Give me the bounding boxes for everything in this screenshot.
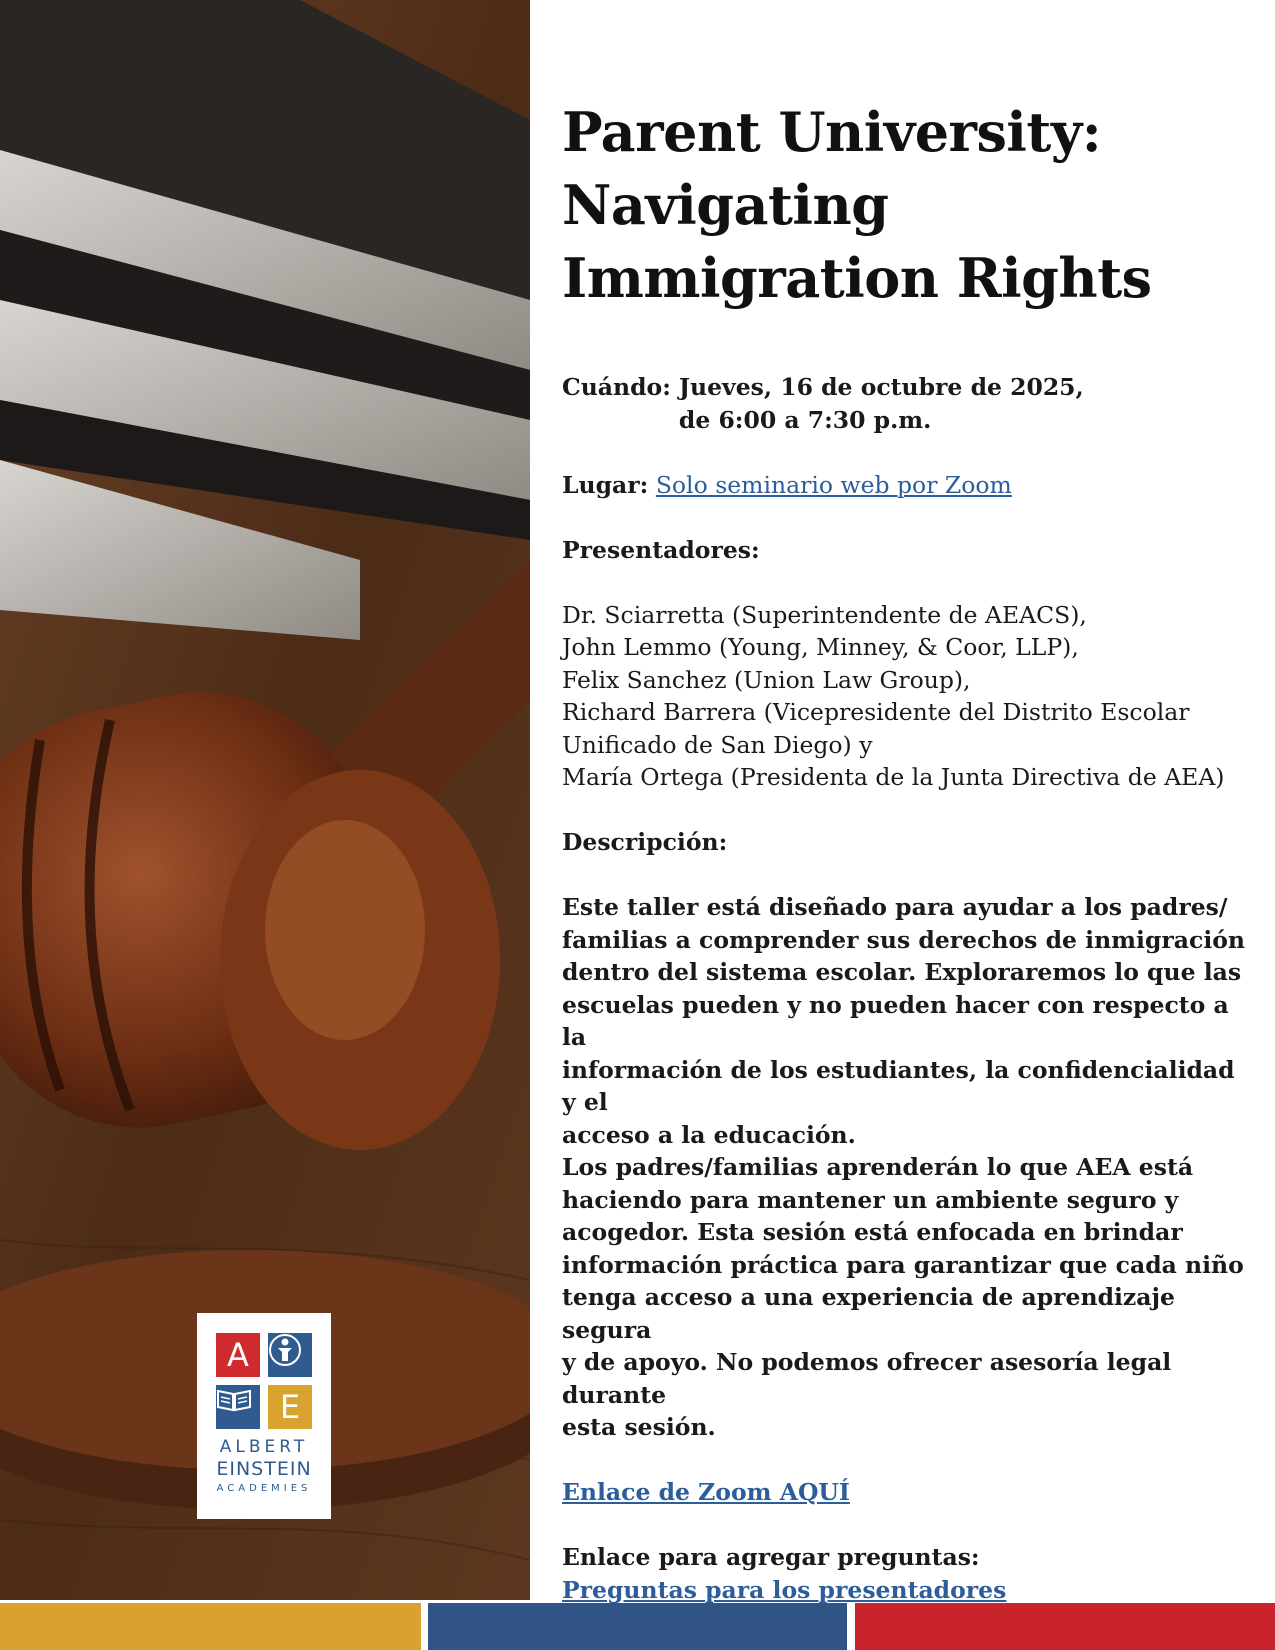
footer-bar-red — [855, 1603, 1275, 1650]
albert-einstein-academies-logo — [197, 1313, 331, 1519]
description-line: tenga acceso a una experiencia de aprendizaje segura — [562, 1283, 1175, 1344]
globe-person-icon — [268, 1333, 312, 1377]
logo-einstein: EINSTEIN — [216, 1458, 312, 1480]
title-line: Immigration Rights — [562, 246, 1152, 310]
description-line: haciendo para mantener un ambiente seguro y — [562, 1185, 1179, 1214]
presenters-label: Presentadores: — [562, 535, 760, 564]
logo-tile-e — [268, 1385, 312, 1429]
description-text — [562, 891, 1252, 1444]
description-line: escuelas pueden y no pueden hacer con respecto a la — [562, 990, 1229, 1051]
page-title — [562, 96, 1252, 315]
description-line: Este taller está diseñado para ayudar a los padres/ — [562, 893, 1228, 921]
place-label: Lugar: — [562, 470, 649, 499]
description-line: acceso a la educación. — [562, 1120, 856, 1149]
logo-albert: ALBERT — [219, 1437, 309, 1457]
title-line: Navigating — [562, 173, 889, 237]
presenter-line: John Lemmo (Young, Minney, & Coor, LLP), — [562, 633, 1079, 661]
description-line: Los padres/familias aprenderán lo que AEA está — [562, 1153, 1194, 1181]
globe-person-svg — [268, 1333, 302, 1367]
when-date: Jueves, 16 de octubre de 2025, — [678, 373, 1084, 401]
description-line: información práctica para garantizar que cada niño — [562, 1250, 1244, 1279]
presenter-line: María Ortega (Presidenta de la Junta Directiva de AEA) — [562, 763, 1225, 791]
questions-link[interactable]: Preguntas para los presentadores — [562, 1575, 1007, 1604]
logo-tile-a — [216, 1333, 260, 1377]
gavel-books-photo — [0, 0, 530, 1600]
presenter-line: Richard Barrera (Vicepresidente del Distrito Escolar — [562, 698, 1190, 726]
logo-academies: ACADEMIES — [216, 1483, 312, 1494]
logo-letter-a: A — [227, 1336, 249, 1374]
description-line: familias a comprender sus derechos de inmigración — [562, 925, 1246, 954]
zoom-link[interactable]: Enlace de Zoom AQUÍ — [562, 1478, 850, 1506]
open-book-svg — [216, 1385, 252, 1413]
description-line: y de apoyo. No podemos ofrecer asesoría legal durante — [562, 1348, 1172, 1409]
logo-letter-e: E — [279, 1388, 301, 1426]
open-book-icon — [216, 1385, 260, 1429]
title-line: Parent University: — [562, 100, 1102, 164]
presenter-line: Dr. Sciarretta (Superintendente de AEACS), — [562, 600, 1087, 629]
footer-bar-blue — [428, 1603, 847, 1650]
description-line: información de los estudiantes, la confidencialidad y el — [562, 1055, 1235, 1116]
place-section — [562, 469, 1252, 502]
description-line: esta sesión. — [562, 1413, 716, 1441]
presenter-line: Felix Sanchez (Union Law Group), — [562, 665, 971, 694]
description-line: dentro del sistema escolar. Exploraremos lo que las — [562, 958, 1242, 986]
when-label: Cuándo: — [562, 373, 671, 401]
when-value — [679, 371, 1084, 436]
questions-label: Enlace para agregar preguntas: — [562, 1543, 980, 1571]
when-time: de 6:00 a 7:30 p.m. — [678, 405, 932, 434]
flyer-content — [562, 96, 1252, 1606]
zoom-webinar-link[interactable]: Solo seminario web por Zoom — [655, 470, 1012, 499]
presenters-list — [562, 599, 1252, 794]
description-label: Descripción: — [562, 828, 728, 856]
footer-bar-gold — [0, 1603, 421, 1650]
presenter-line: Unificado de San Diego) y — [562, 730, 873, 759]
description-line: acogedor. Esta sesión está enfocada en brindar — [562, 1218, 1183, 1246]
when-section — [562, 371, 1252, 436]
